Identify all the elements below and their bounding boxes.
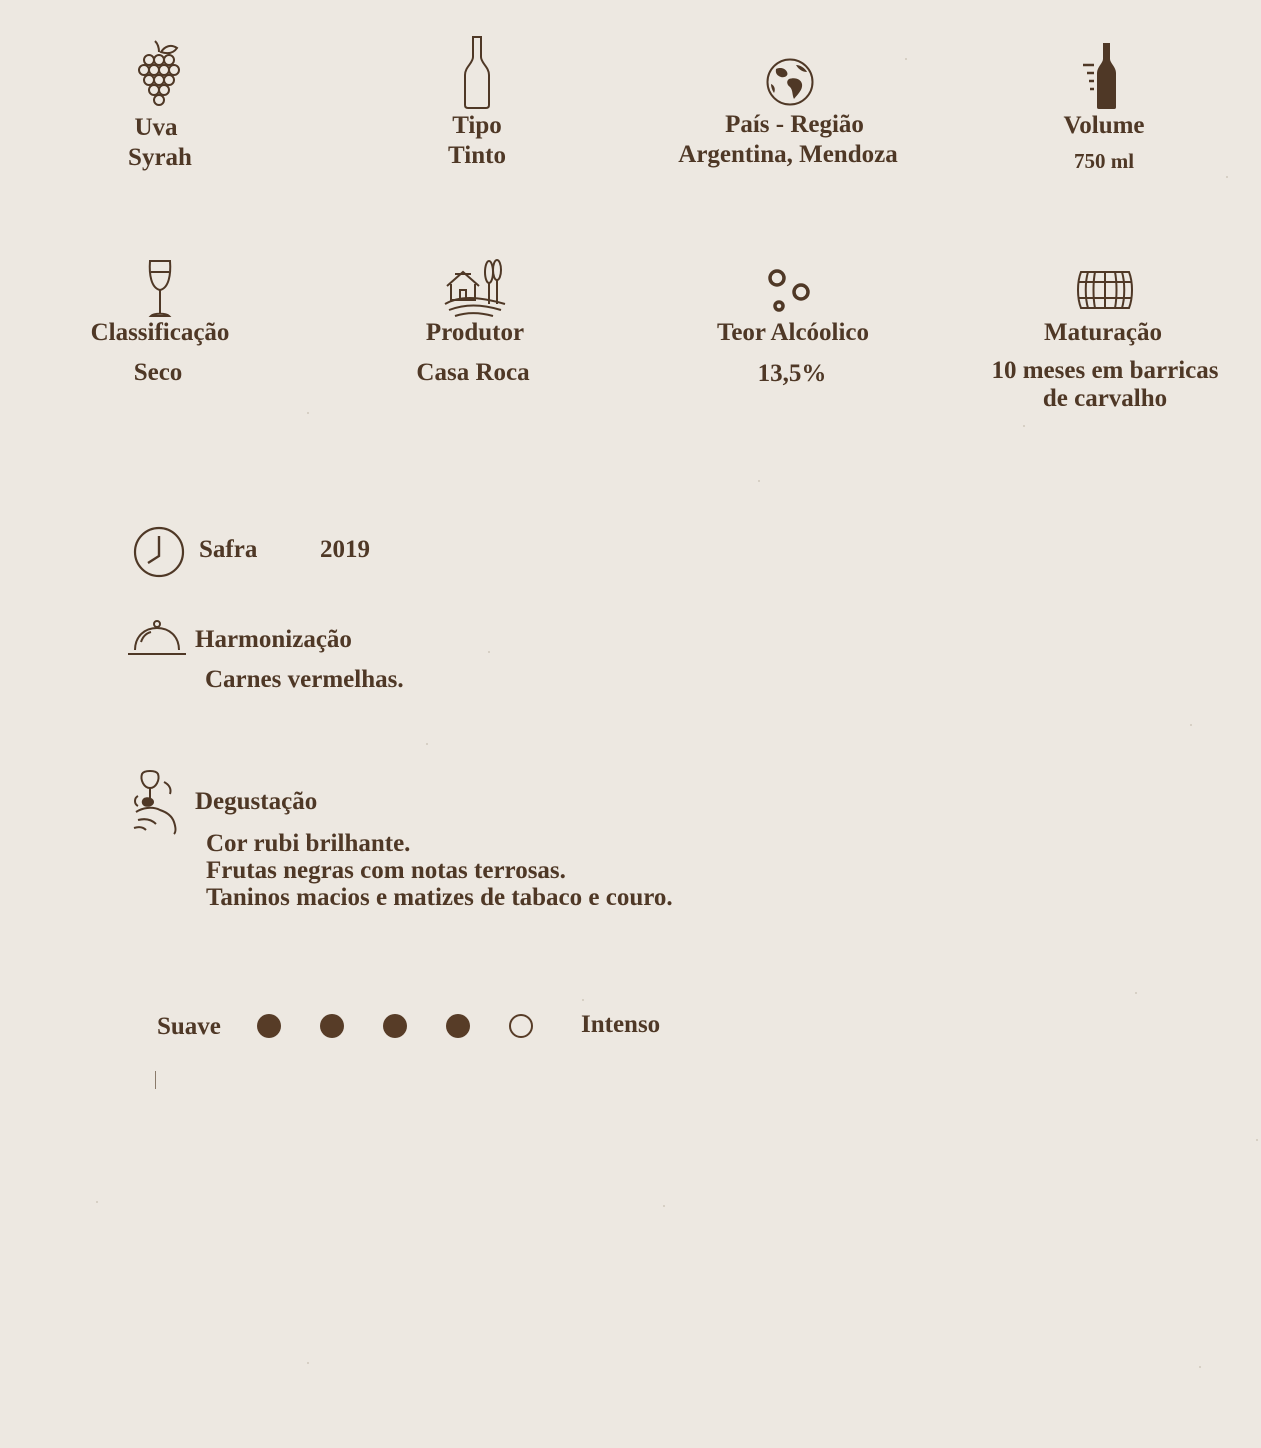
wine-glass-icon [145, 258, 175, 320]
intensity-dot [320, 1014, 344, 1038]
harmonizacao-label: Harmonização [195, 626, 352, 653]
tasting-note: Frutas negras com notas terrosas. [206, 857, 566, 884]
spec-label: Uva [134, 114, 178, 141]
spec-value: Argentina, Mendoza [678, 141, 898, 168]
tasting-note: Taninos macios e matizes de tabaco e couro. [206, 884, 673, 911]
spec-label: País - Região [725, 111, 864, 138]
spec-value: Syrah [128, 144, 192, 171]
spec-value: 13,5% [757, 360, 827, 387]
intensity-left-label: Suave [157, 1013, 221, 1040]
spec-value: Casa Roca [416, 359, 530, 386]
bottle-volume-icon [1079, 41, 1129, 111]
spec-value: Tinto [448, 142, 506, 169]
spec-uva [60, 40, 260, 172]
spec-label: Classificação [90, 319, 230, 346]
degustacao-notes [206, 830, 673, 911]
tasting-note: Cor rubi brilhante. [206, 830, 411, 857]
cloche-icon [127, 618, 189, 658]
globe-icon [765, 57, 815, 107]
safra-label: Safra [199, 536, 258, 563]
spec-value: 750 ml [1073, 149, 1135, 173]
spec-label: Produtor [425, 319, 525, 346]
barrel-icon [1075, 268, 1135, 312]
spec-label: Volume [1063, 112, 1145, 139]
spec-teor-alcoolico [672, 266, 912, 388]
spec-classificacao [40, 258, 280, 387]
spec-maturacao [970, 268, 1240, 413]
spec-value: de carvalho [1042, 385, 1168, 412]
spec-value: 10 meses em barricas [991, 357, 1219, 384]
spec-pais-regiao [640, 57, 940, 169]
intensity-right-label: Intenso [581, 1011, 661, 1038]
bubbles-icon [765, 266, 819, 316]
spec-produtor [375, 258, 575, 387]
clock-icon [132, 525, 186, 579]
safra-value: 2019 [320, 536, 370, 563]
winery-icon [443, 258, 507, 320]
spec-value: Seco [133, 359, 183, 386]
intensity-dot [383, 1014, 407, 1038]
cursor-mark [155, 1071, 158, 1089]
harmonizacao-text: Carnes vermelhas. [205, 666, 404, 693]
grape-icon [135, 40, 185, 110]
spec-label: Maturação [1043, 319, 1163, 346]
intensity-scale [0, 1006, 700, 1056]
spec-volume [1004, 41, 1204, 175]
intensity-dot [446, 1014, 470, 1038]
intensity-dot [509, 1014, 533, 1038]
spec-label: Tipo [452, 112, 502, 139]
tasting-hand-icon [130, 768, 182, 836]
degustacao-label: Degustação [195, 788, 318, 815]
bottle-outline-icon [462, 35, 492, 109]
intensity-dot [257, 1014, 281, 1038]
spec-tipo [377, 35, 577, 170]
spec-label: Teor Alcóolico [716, 319, 870, 346]
